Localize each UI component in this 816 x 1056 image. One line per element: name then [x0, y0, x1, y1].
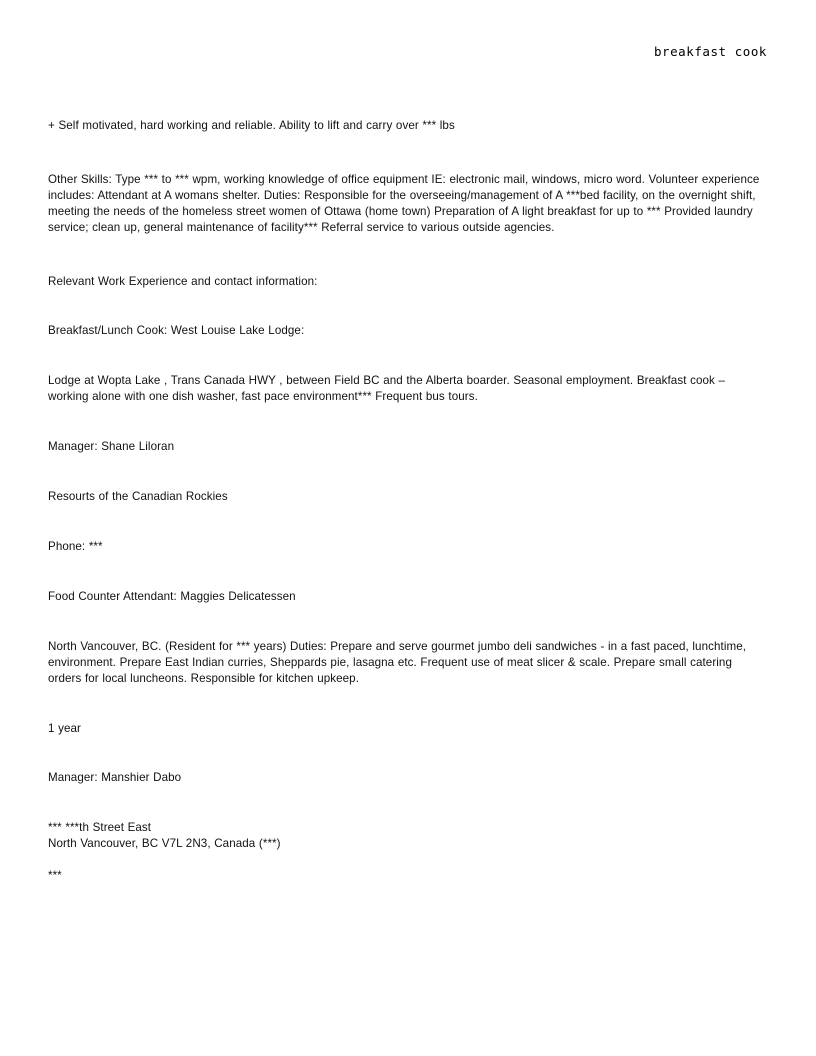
spacer: [48, 736, 764, 770]
paragraph-skills-lift: + Self motivated, hard working and reliable. Ability to lift and carry over *** lbs: [48, 119, 455, 132]
header-title: breakfast cook: [653, 44, 767, 59]
spacer: [48, 505, 764, 539]
spacer: [48, 852, 764, 868]
paragraph-manager-shane: Manager: Shane Liloran: [48, 440, 175, 454]
paragraph-relevant-work-heading: Relevant Work Experience and contact information:: [48, 274, 318, 288]
paragraph-duration: 1 year: [48, 721, 82, 735]
spacer: [48, 555, 764, 589]
paragraph-address-line-2: North Vancouver, BC V7L 2N3, Canada (***): [48, 837, 281, 851]
paragraph-lodge-description: Lodge at Wopta Lake , Trans Canada HWY , between Field BC and the Alberta boarder. Seasonal employment. Breakfast cook – working alone with one dish washer, fast pace environment*** Frequent bus tours.: [48, 374, 726, 404]
paragraph-phone: Phone: ***: [48, 539, 103, 553]
paragraph-other-skills: Other Skills: Type *** to *** wpm, working knowledge of office equipment IE: electronic mail, windows, micro word. Volunteer experience includes: Attendant at A womans shelter. Duties: Responsible for the overseeing/management of A ***bed facility, on the overnight shift, meeting the needs of the homeless street women of Ottawa (home town) Preparation of A light breakfast for up to *** Provided laundry service; clean up, general maintenance of facility*** Referral service to various outside agencies.: [48, 172, 760, 234]
spacer: [48, 605, 764, 639]
spacer: [48, 289, 764, 323]
page-header: [48, 44, 767, 66]
paragraph-breakfast-lunch-cook: Breakfast/Lunch Cook: West Louise Lake Lodge:: [48, 324, 305, 338]
spacer: [48, 405, 764, 439]
document-body: [48, 118, 764, 884]
paragraph-resourts-rockies: Resourts of the Canadian Rockies: [48, 490, 228, 504]
spacer: [48, 786, 764, 820]
paragraph-manager-manshier: Manager: Manshier Dabo: [48, 771, 182, 785]
spacer: [48, 687, 764, 721]
spacer: [48, 236, 764, 274]
paragraph-address-line-1: *** ***th Street East: [48, 821, 152, 835]
spacer: [48, 134, 764, 172]
paragraph-north-vancouver-duties: North Vancouver, BC. (Resident for *** years) Duties: Prepare and serve gourmet jumbo deli sandwiches - in a fast paced, lunchtime, environment. Prepare East Indian curries, Sheppards pie, lasagna etc. Frequent use of meat slicer & scale. Prepare small catering orders for local luncheons. Responsible for kitchen upkeep.: [48, 639, 747, 685]
paragraph-redacted-final: ***: [48, 869, 62, 883]
spacer: [48, 455, 764, 489]
paragraph-food-counter-attendant: Food Counter Attendant: Maggies Delicatessen: [48, 589, 296, 603]
spacer: [48, 339, 764, 373]
